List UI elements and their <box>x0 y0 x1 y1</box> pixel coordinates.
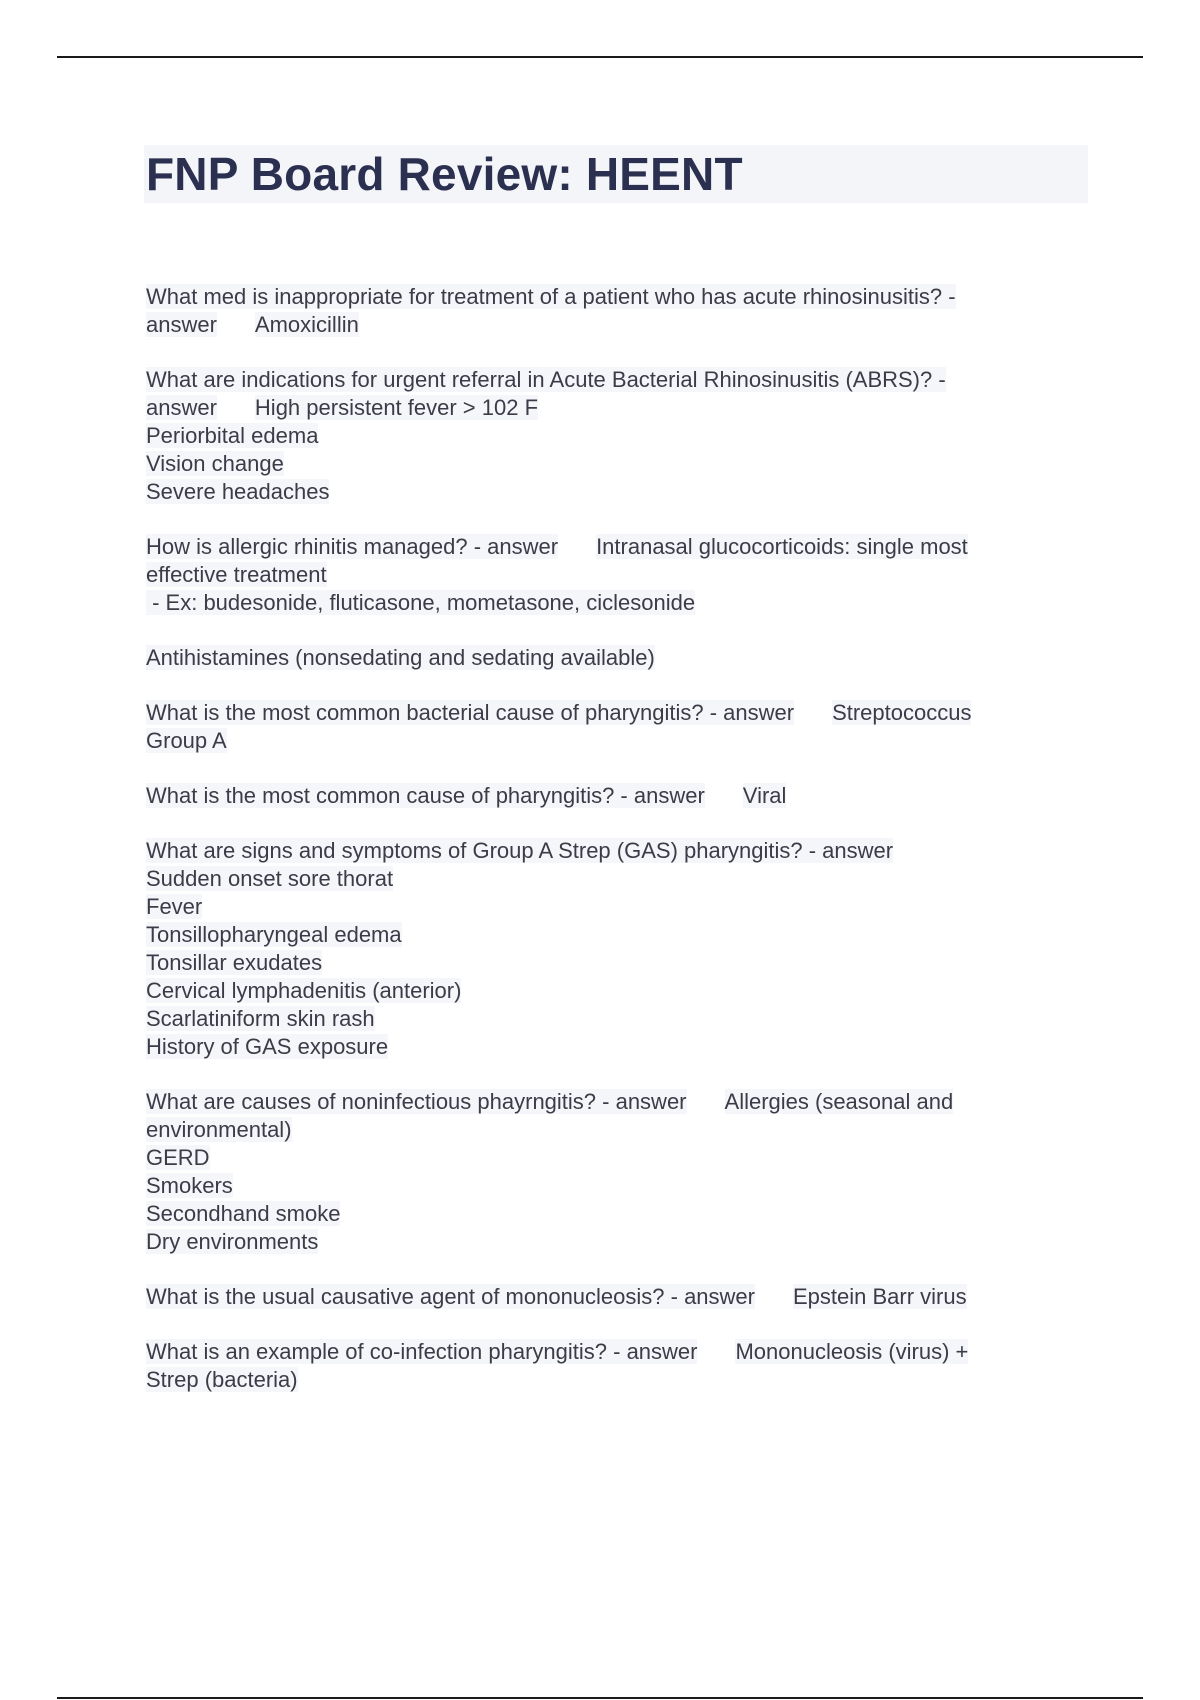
question-text: What is an example of co-infection pharyngitis? - answer <box>146 1339 698 1364</box>
question-text: What is the most common bacterial cause of pharyngitis? - answer <box>146 700 795 725</box>
answer-text: Fever <box>146 894 203 919</box>
answer-text: Strep (bacteria) <box>146 1367 298 1392</box>
qa-list <box>146 283 1066 1421</box>
answer-text: Allergies (seasonal and <box>724 1089 954 1114</box>
qa-item <box>146 533 1066 617</box>
question-text: How is allergic rhinitis managed? - answer <box>146 534 559 559</box>
qa-item <box>146 782 1066 810</box>
qa-item <box>146 1338 1066 1394</box>
answer-text: Viral <box>742 783 787 808</box>
answer-text: Cervical lymphadenitis (anterior) <box>146 978 462 1003</box>
qa-item <box>146 837 1066 1061</box>
question-text: What is the usual causative agent of mononucleosis? - answer <box>146 1284 755 1309</box>
qa-item <box>146 644 1066 672</box>
question-text: What med is inappropriate for treatment of a patient who has acute rhinosinusitis? - <box>146 284 956 309</box>
answer-text: Severe headaches <box>146 479 330 504</box>
answer-text: effective treatment <box>146 562 327 587</box>
question-text: What are causes of noninfectious phayrngitis? - answer <box>146 1089 687 1114</box>
answer-text: - Ex: budesonide, fluticasone, mometasone, ciclesonide <box>146 590 696 615</box>
answer-text: Secondhand smoke <box>146 1201 341 1226</box>
answer-text: Tonsillopharyngeal edema <box>146 922 402 947</box>
answer-text: Intranasal glucocorticoids: single most <box>596 534 968 559</box>
answer-text: Amoxicillin <box>254 312 359 337</box>
answer-text: Scarlatiniform skin rash <box>146 1006 375 1031</box>
answer-label: answer <box>146 395 217 420</box>
answer-label: answer <box>146 312 217 337</box>
question-text: What are signs and symptoms of Group A Strep (GAS) pharyngitis? - answer <box>146 838 894 863</box>
answer-text: GERD <box>146 1145 210 1170</box>
answer-text: Streptococcus <box>832 700 972 725</box>
answer-text: History of GAS exposure <box>146 1034 389 1059</box>
bottom-rule <box>57 1697 1143 1699</box>
answer-text: Vision change <box>146 451 284 476</box>
answer-text: Periorbital edema <box>146 423 319 448</box>
question-text: What is the most common cause of pharyngitis? - answer <box>146 783 705 808</box>
answer-text: Mononucleosis (virus) + <box>735 1339 969 1364</box>
answer-text: Smokers <box>146 1173 233 1198</box>
qa-item <box>146 699 1066 755</box>
top-rule <box>57 56 1143 58</box>
page-title: FNP Board Review: HEENT <box>146 148 743 200</box>
question-text: What are indications for urgent referral in Acute Bacterial Rhinosinusitis (ABRS)? - <box>146 367 946 392</box>
answer-text: environmental) <box>146 1117 292 1142</box>
qa-item <box>146 366 1066 506</box>
answer-text: Sudden onset sore thorat <box>146 866 394 891</box>
answer-text: Dry environments <box>146 1229 319 1254</box>
qa-item <box>146 283 1066 339</box>
answer-text: Epstein Barr virus <box>793 1284 967 1309</box>
answer-text: Antihistamines (nonsedating and sedating available) <box>146 645 655 670</box>
answer-text: High persistent fever > 102 F <box>254 395 539 420</box>
answer-text: Group A <box>146 728 227 753</box>
qa-item <box>146 1088 1066 1256</box>
answer-text: Tonsillar exudates <box>146 950 323 975</box>
qa-item <box>146 1283 1066 1311</box>
